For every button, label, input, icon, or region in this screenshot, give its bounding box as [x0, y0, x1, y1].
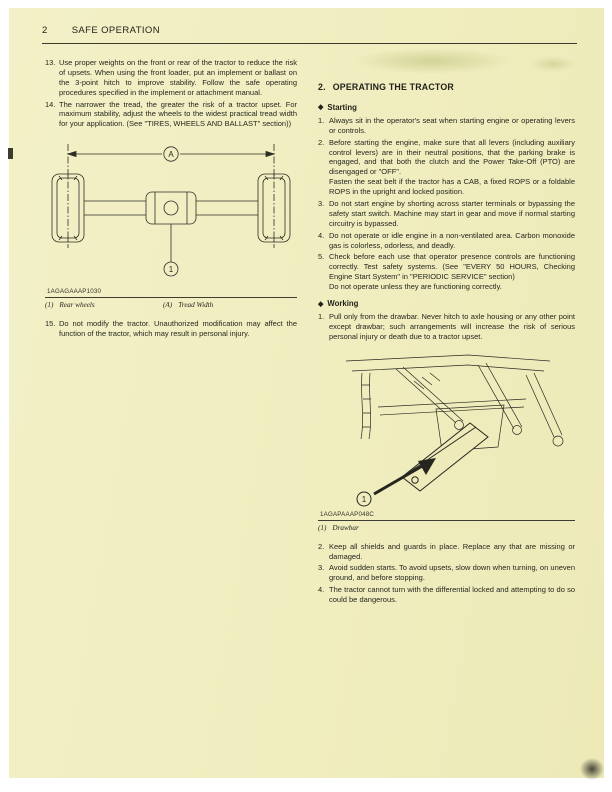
diamond-bullet-icon: ◆ [318, 300, 324, 308]
caption-drawbar [318, 524, 359, 534]
caption-rear-wheels [45, 301, 163, 311]
figure-drawbar [318, 351, 575, 534]
list-item-14 [45, 100, 297, 130]
item-number: 4. [318, 585, 325, 595]
item-number: 3. [318, 199, 325, 209]
list-item-w4 [318, 585, 575, 605]
item-text: The narrower the tread, the greater the risk of a tractor upset. For maximum stability, adjust the wheels to the widest practical tread width for your application. (See "TIRES, WHEELS AND BALLAST" section)) [59, 99, 297, 129]
marker-1: 1 [361, 494, 367, 504]
item-paragraph-1: Check before each use that operator presence controls are functioning correctly. Test safety systems. (See "EVERY 50 HOURS, Checking Engine Start System" in "PERIODIC SERVICE" section) [329, 252, 575, 282]
item-paragraph-1: Before starting the engine, make sure that all levers (including auxiliary control levers) are in their neutral positions, that the parking brake is engaged, and that both the clutch and the Power Take-Off (PTO) are disengaged or "OFF". [329, 137, 575, 177]
item-number: 4. [318, 230, 325, 240]
item-number: 2. [318, 541, 325, 551]
item-number: 5. [318, 252, 325, 262]
subheading-starting [318, 103, 575, 113]
section-number: 2. [318, 82, 326, 92]
caption-text: Rear wheels [59, 301, 95, 310]
list-item-w1 [318, 312, 575, 342]
item-text: Do not operate or idle engine in a non-ventilated area. Carbon monoxide gas is colorless, odorless, and deadly. [329, 230, 575, 250]
caption-tread-width [163, 301, 213, 311]
item-text: Always sit in the operator's seat when starting engine or operating levers or controls. [329, 115, 575, 135]
list-item-s4 [318, 231, 575, 251]
item-number: 15. [45, 318, 56, 328]
list-item-13 [45, 58, 297, 98]
marker-A: A [168, 150, 174, 160]
tread-width-drawing [45, 138, 297, 286]
item-number: 14. [45, 99, 56, 109]
manual-page [9, 8, 604, 778]
item-text: Do not start engine by shorting across starter terminals or bypassing the safety start switch. Machine may start in gear and move if normal starting circuitry is bypassed. [329, 199, 575, 228]
item-text: Use proper weights on the front or rear of the tractor to reduce the risk of upsets. When using the front loader, put an implement or ballast on the 3-point hitch to improve stability. Follow the safe operating procedures specified in the implement or attachment manual. [59, 58, 297, 97]
figure-caption [45, 301, 297, 311]
caption-label: (1) [45, 301, 54, 310]
subheading-text: Working [327, 299, 359, 309]
list-item-s5 [318, 252, 575, 292]
item-number: 1. [318, 312, 325, 322]
item-text: Do not modify the tractor. Unauthorized modification may affect the function of the tractor, which may result in personal injury. [59, 318, 297, 338]
caption-label: (1) [318, 524, 327, 533]
item-text [329, 252, 575, 292]
left-column [45, 58, 297, 341]
figure-code: 1AGAGAAAP1030 [45, 286, 297, 298]
item-text: The tractor cannot turn with the differential locked and attempting to do so could be dangerous. [329, 585, 575, 605]
marker-1: 1 [168, 265, 174, 275]
item-text: Keep all shields and guards in place. Replace any that are missing or damaged. [329, 541, 575, 561]
figure-tread-width [45, 138, 297, 311]
diamond-bullet-icon: ◆ [318, 104, 324, 112]
page-header [42, 25, 577, 44]
item-text: Pull only from the drawbar. Never hitch to axle housing or any other point except drawbar; such arrangements will increase the risk of serious personal injury or death due to a tractor upset. [329, 312, 575, 342]
item-number: 1. [318, 115, 325, 125]
list-item-s2 [318, 138, 575, 197]
list-item-w3 [318, 563, 575, 583]
list-item-15 [45, 319, 297, 339]
subheading-working [318, 299, 575, 309]
list-item-s3 [318, 199, 575, 229]
right-column [318, 58, 575, 607]
caption-text: Drawbar [332, 524, 359, 533]
figure-code: 1AGAPAAAP048C [318, 509, 575, 521]
page-number: 2 [42, 25, 48, 36]
item-number: 2. [318, 137, 325, 147]
caption-text: Tread Width [178, 301, 214, 310]
item-number: 13. [45, 58, 56, 67]
drawbar-drawing [318, 351, 575, 509]
axle-wheels-linework [52, 144, 290, 276]
list-item-s1 [318, 116, 575, 136]
item-number: 3. [318, 563, 325, 573]
section-title-text: OPERATING THE TRACTOR [332, 82, 454, 92]
figure-caption [318, 524, 575, 534]
section-title [318, 82, 575, 94]
item-text: Avoid sudden starts. To avoid upsets, slow down when turning, on uneven ground, and before stopping. [329, 563, 575, 583]
item-paragraph-2: Do not operate unless they are functioning correctly. [329, 282, 502, 292]
chapter-title: SAFE OPERATION [71, 25, 160, 36]
item-paragraph-2: Fasten the seat belt if the tractor has a CAB, a fixed ROPS or a foldable ROPS in the upright and locked position. [329, 177, 575, 197]
caption-label: (A) [163, 301, 173, 310]
subheading-text: Starting [327, 102, 357, 112]
list-item-w2 [318, 542, 575, 562]
item-text [329, 138, 575, 197]
drawbar-beam [402, 423, 488, 491]
